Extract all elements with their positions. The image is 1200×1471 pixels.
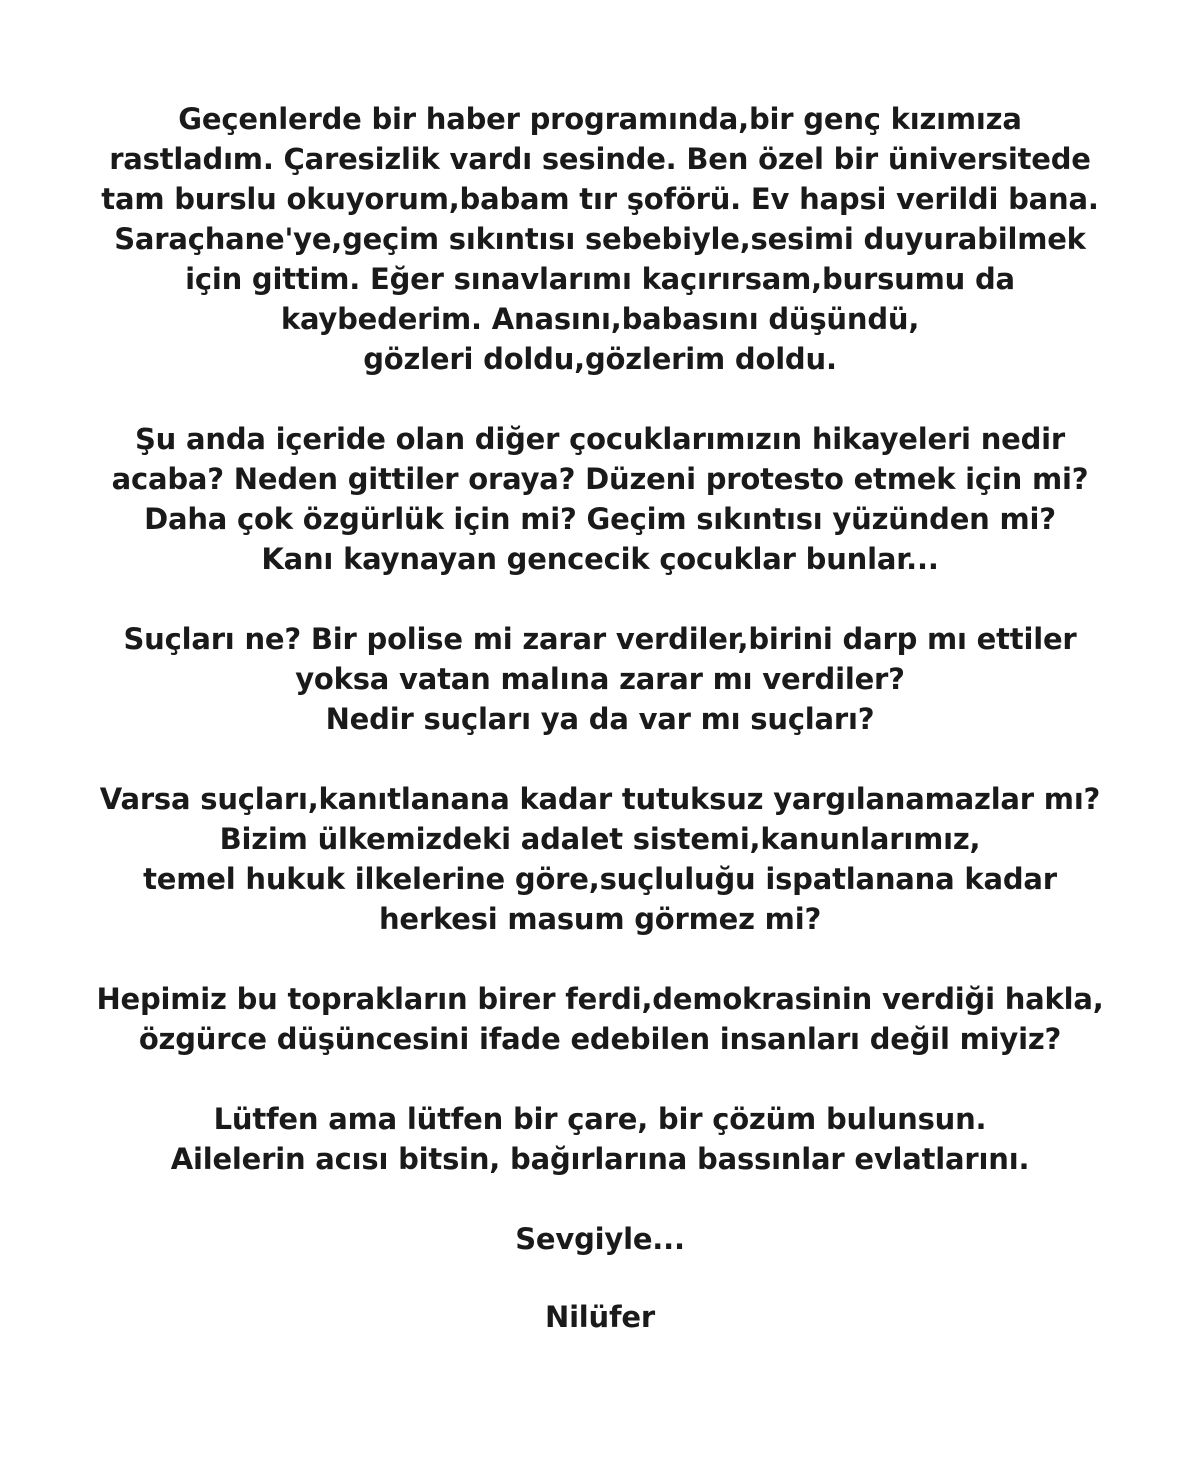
text-line: Nedir suçları ya da var mı suçları? [325, 702, 875, 736]
text-line: Bizim ülkemizdeki adalet sistemi,kanunlarımız, [219, 822, 981, 856]
text-line: Hepimiz bu toprakların birer ferdi,demokrasinin verdiği hakla, [96, 982, 1104, 1016]
text-line: özgürce düşüncesini ifade edebilen insanları değil miyiz? [138, 1022, 1062, 1056]
signature-text: Nilüfer [545, 1300, 655, 1334]
paragraph-4 [0, 779, 1200, 939]
signature [0, 1297, 1200, 1337]
closing-line [0, 1219, 1200, 1259]
paragraph-5 [0, 979, 1200, 1059]
text-line: Ailelerin acısı bitsin, bağırlarına bassınlar evlatlarını. [170, 1142, 1030, 1176]
text-line: Kanı kaynayan gencecik çocuklar bunlar... [261, 542, 939, 576]
text-line: Daha çok özgürlük için mi? Geçim sıkıntısı yüzünden mi? [144, 502, 1056, 536]
text-line: kaybederim. Anasını,babasını düşündü, [280, 302, 920, 336]
text-line: Geçenlerde bir haber programında,bir genç kızımıza [178, 102, 1022, 136]
text-line: gözleri doldu,gözlerim doldu. [363, 342, 837, 376]
paragraph-3 [0, 619, 1200, 739]
text-line: Şu anda içeride olan diğer çocuklarımızın hikayeleri nedir [134, 422, 1066, 456]
text-line: için gittim. Eğer sınavlarımı kaçırırsam,bursumu da [185, 262, 1015, 296]
text-line: Varsa suçları,kanıtlanana kadar tutuksuz yargılanamazlar mı? [99, 782, 1101, 816]
text-line: Saraçhane'ye,geçim sıkıntısı sebebiyle,sesimi duyurabilmek [114, 222, 1086, 256]
paragraph-2 [0, 419, 1200, 579]
text-line: rastladım. Çaresizlik vardı sesinde. Ben özel bir üniversitede [109, 142, 1091, 176]
text-line: Suçları ne? Bir polise mi zarar verdiler,birini darp mı ettiler [123, 622, 1077, 656]
closing-text: Sevgiyle... [515, 1222, 685, 1256]
text-line: Lütfen ama lütfen bir çare, bir çözüm bulunsun. [213, 1102, 987, 1136]
text-line: yoksa vatan malına zarar mı verdiler? [295, 662, 905, 696]
text-line: tam burslu okuyorum,babam tır şoförü. Ev hapsi verildi bana. [101, 182, 1099, 216]
paragraph-1 [0, 99, 1200, 379]
paragraph-6 [0, 1099, 1200, 1179]
text-line: acaba? Neden gittiler oraya? Düzeni protesto etmek için mi? [111, 462, 1089, 496]
text-line: herkesi masum görmez mi? [378, 902, 822, 936]
letter-body [0, 99, 1200, 1375]
text-line: temel hukuk ilkelerine göre,suçluluğu ispatlanana kadar [143, 862, 1057, 896]
